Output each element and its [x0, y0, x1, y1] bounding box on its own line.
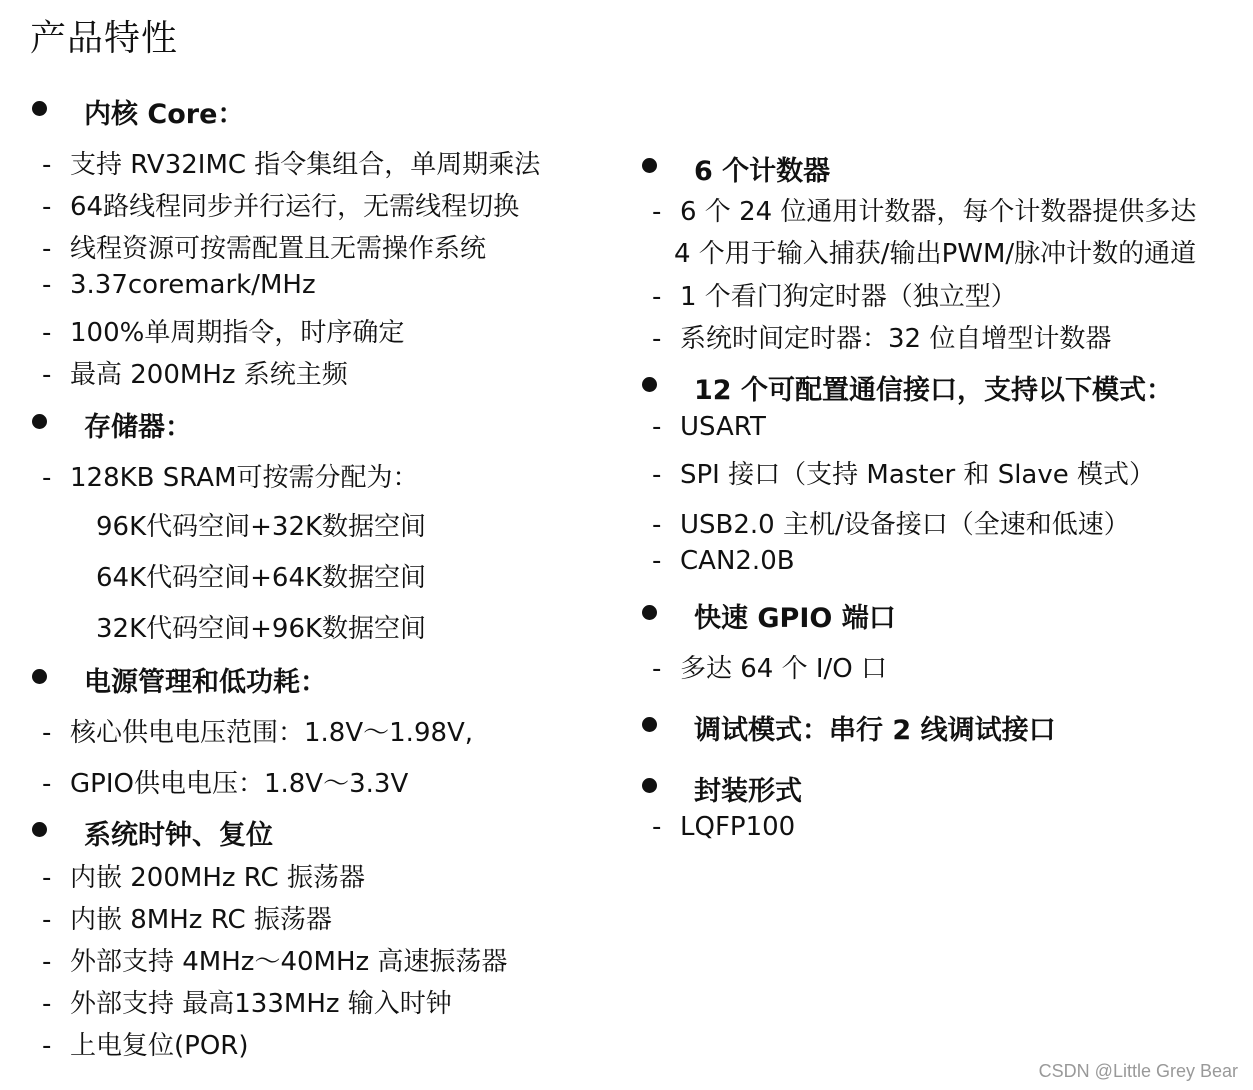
- list-item: - GPIO供电电压：1.8V～3.3V: [42, 769, 409, 799]
- list-item: - 上电复位(POR): [42, 1031, 249, 1061]
- watermark: CSDN @Little Grey Bear: [1038, 1061, 1238, 1081]
- section-heading: 存储器：: [84, 412, 192, 443]
- bullet-icon: [32, 822, 47, 837]
- list-item: - 多达 64 个 I/O 口: [652, 654, 888, 684]
- list-item: - 6 个 24 位通用计数器，每个计数器提供多达: [652, 197, 1197, 227]
- list-item: - 外部支持 4MHz～40MHz 高速振荡器: [42, 947, 508, 977]
- list-item: - 1 个看门狗定时器（独立型）: [652, 282, 1017, 312]
- list-item: - 支持 RV32IMC 指令集组合，单周期乘法: [42, 150, 541, 180]
- list-item: - LQFP100: [652, 812, 796, 842]
- list-item-continuation: 4 个用于输入捕获/输出PWM/脉冲计数的通道: [674, 239, 1197, 269]
- list-item: - 最高 200MHz 系统主频: [42, 360, 348, 390]
- list-item: - 100%单周期指令，时序确定: [42, 318, 405, 348]
- section-heading: 电源管理和低功耗：: [84, 667, 327, 698]
- list-item: - USART: [652, 412, 766, 442]
- bullet-icon: [642, 778, 657, 793]
- bullet-icon: [642, 377, 657, 392]
- section-heading: 调试模式：串行 2 线调试接口: [694, 715, 1056, 746]
- sub-item: 64K代码空间+64K数据空间: [96, 563, 427, 593]
- list-item: - 128KB SRAM可按需分配为：: [42, 463, 419, 493]
- list-item: - 64路线程同步并行运行，无需线程切换: [42, 192, 520, 222]
- section-heading: 12 个可配置通信接口，支持以下模式：: [694, 375, 1173, 406]
- list-item: - USB2.0 主机/设备接口（全速和低速）: [652, 510, 1130, 540]
- list-item: - 外部支持 最高133MHz 输入时钟: [42, 989, 452, 1019]
- list-item: - 内嵌 200MHz RC 振荡器: [42, 863, 365, 893]
- bullet-icon: [642, 717, 657, 732]
- list-item: - 系统时间定时器：32 位自增型计数器: [652, 324, 1112, 354]
- section-heading: 快速 GPIO 端口: [694, 603, 896, 634]
- section-heading: 内核 Core：: [84, 99, 245, 130]
- list-item: - SPI 接口（支持 Master 和 Slave 模式）: [652, 460, 1156, 490]
- bullet-icon: [642, 158, 657, 173]
- section-heading: 封装形式: [694, 776, 802, 807]
- list-item: - 核心供电电压范围：1.8V～1.98V,: [42, 718, 474, 748]
- list-item: - 3.37coremark/MHz: [42, 270, 316, 300]
- bullet-icon: [32, 101, 47, 116]
- sub-item: 32K代码空间+96K数据空间: [96, 614, 427, 644]
- bullet-icon: [642, 605, 657, 620]
- page-title: 产品特性: [30, 18, 179, 59]
- section-heading: 系统时钟、复位: [84, 820, 273, 851]
- list-item: - 内嵌 8MHz RC 振荡器: [42, 905, 332, 935]
- list-item: - 线程资源可按需配置且无需操作系统: [42, 234, 487, 264]
- section-heading: 6 个计数器: [694, 156, 831, 187]
- bullet-icon: [32, 669, 47, 684]
- list-item: - CAN2.0B: [652, 546, 795, 576]
- bullet-icon: [32, 414, 47, 429]
- sub-item: 96K代码空间+32K数据空间: [96, 512, 427, 542]
